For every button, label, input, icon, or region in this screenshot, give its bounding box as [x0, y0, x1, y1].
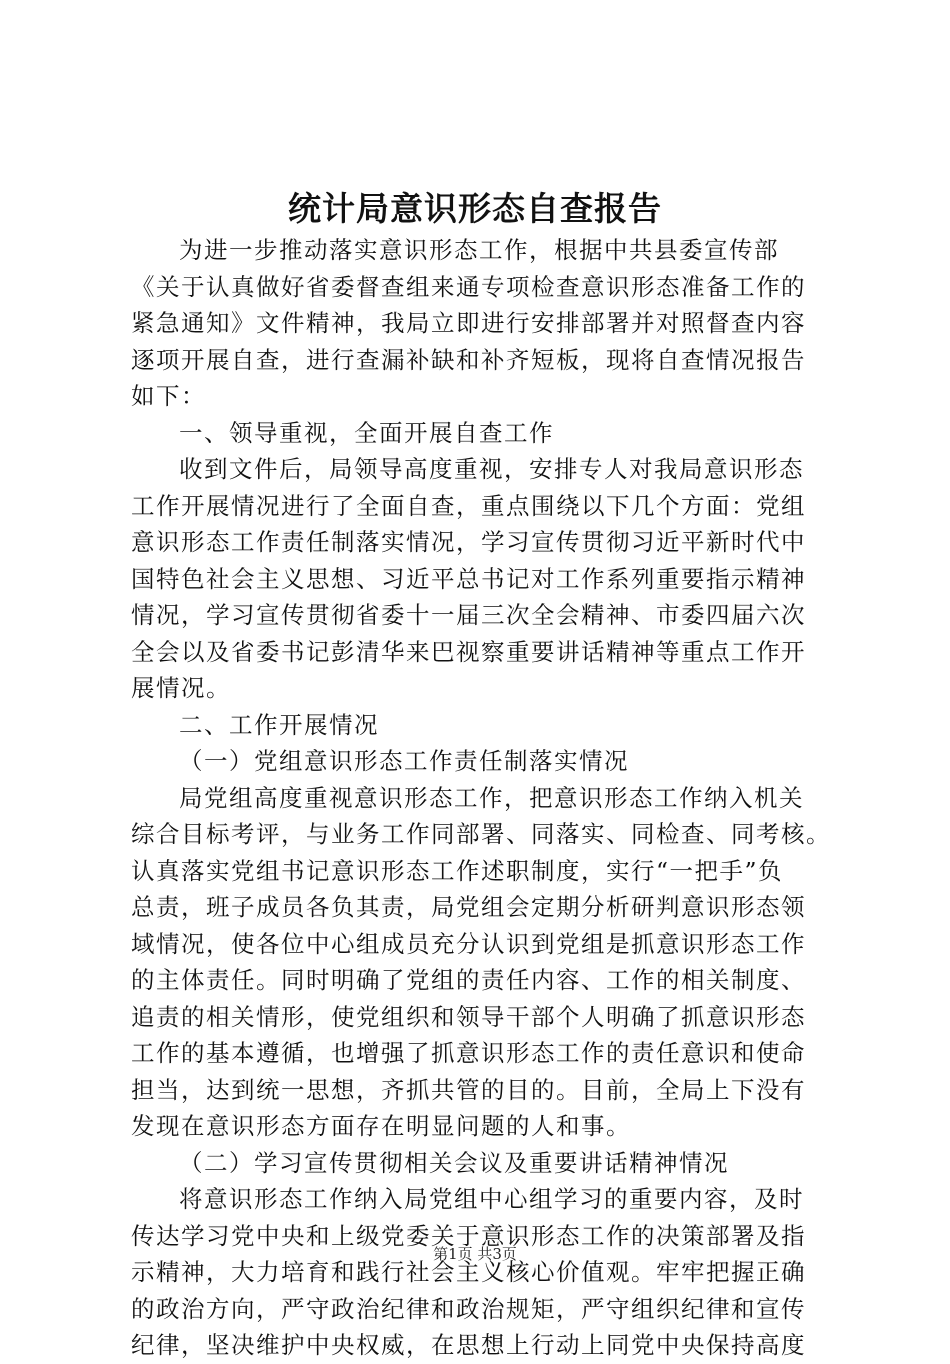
text-line: 紧急通知》文件精神，我局立即进行安排部署并对照督查内容	[131, 309, 806, 337]
text-line: 为进一步推动落实意识形态工作，根据中共县委宣传部	[179, 236, 779, 264]
text-line: 二、工作开展情况	[179, 710, 379, 739]
text-line: 将意识形态工作纳入局党组中心组学习的重要内容，及时	[179, 1185, 804, 1213]
text-line: 传达学习党中央和上级党委关于意识形态工作的决策部署及指	[131, 1221, 806, 1250]
text-line: 纪律，坚决维护中央权威，在思想上行动上同党中央保持高度	[131, 1331, 806, 1359]
text-line: 的主体责任。同时明确了党组的责任内容、工作的相关制度、	[131, 966, 806, 994]
text-line: 意识形态工作责任制落实情况，学习宣传贯彻习近平新时代中	[131, 528, 806, 556]
text-line: 域情况，使各位中心组成员充分认识到党组是抓意识形态工作	[131, 929, 806, 958]
text-line: 一、领导重视，全面开展自查工作	[179, 418, 554, 447]
text-line: 综合目标考评，与业务工作同部署、同落实、同检查、同考核。	[131, 820, 831, 848]
text-line: 工作的基本遵循，也增强了抓意识形态工作的责任意识和使命	[131, 1039, 806, 1067]
text-line: 全会以及省委书记彭清华来巴视察重要讲话精神等重点工作开	[131, 637, 806, 666]
text-line: （二）学习宣传贯彻相关会议及重要讲话精神情况	[179, 1148, 729, 1177]
text-line: 展情况。	[131, 674, 231, 702]
document-body	[131, 232, 831, 1364]
text-line: （一）党组意识形态工作责任制落实情况	[179, 747, 629, 775]
text-line: 情况，学习宣传贯彻省委十一届三次全会精神、市委四届六次	[131, 601, 806, 629]
text-line: 的政治方向，严守政治纪律和政治规矩，严守组织纪律和宣传	[131, 1294, 806, 1323]
text-line: 工作开展情况进行了全面自查，重点围绕以下几个方面：党组	[131, 491, 806, 520]
document-title: 统计局意识形态自查报告	[288, 189, 662, 228]
text-line: 担当，达到统一思想，齐抓共管的目的。目前，全局上下没有	[131, 1075, 806, 1104]
text-line: 局党组高度重视意识形态工作，把意识形态工作纳入机关	[179, 783, 804, 812]
text-line: 《关于认真做好省委督查组来通专项检查意识形态准备工作的	[131, 272, 806, 301]
text-line: 认真落实党组书记意识形态工作述职制度，实行“一把手”负	[131, 856, 784, 885]
text-line: 总责，班子成员各负其责，局党组会定期分析研判意识形态领	[131, 893, 806, 921]
page-footer: 第1页 共3页	[433, 1245, 517, 1263]
text-line: 国特色社会主义思想、习近平总书记对工作系列重要指示精神	[131, 564, 806, 593]
text-line: 收到文件后，局领导高度重视，安排专人对我局意识形态	[179, 455, 804, 483]
text-line: 逐项开展自查，进行查漏补缺和补齐短板，现将自查情况报告	[131, 345, 806, 374]
text-line: 发现在意识形态方面存在明显问题的人和事。	[131, 1112, 631, 1140]
text-line: 如下：	[131, 382, 206, 410]
text-line: 示精神，大力培育和践行社会主义核心价值观。牢牢把握正确	[131, 1258, 806, 1286]
text-line: 追责的相关情形，使党组织和领导干部个人明确了抓意识形态	[131, 1002, 806, 1031]
